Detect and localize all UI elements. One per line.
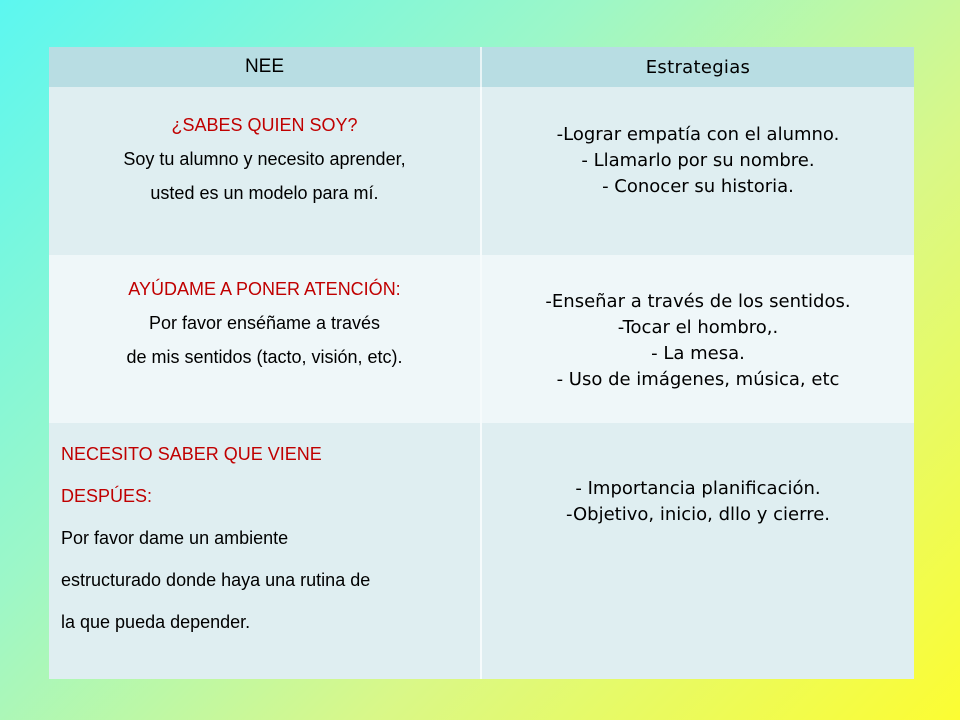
table-row — [49, 255, 914, 423]
strategy-line: - Llamarlo por su nombre. — [581, 150, 815, 171]
nee-line: Por favor dame un ambiente — [61, 528, 289, 548]
table-row — [49, 423, 914, 679]
nee-line: Por favor enséñame a través — [148, 313, 381, 333]
nee-line: la que pueda depender. — [61, 612, 251, 632]
nee-line: usted es un modelo para mí. — [150, 183, 379, 203]
table-row — [49, 87, 914, 255]
strategy-line: -Objetivo, inicio, dllo y cierre. — [566, 504, 830, 525]
strategy-line: -Lograr empatía con el alumno. — [556, 124, 840, 145]
strategy-line: - Importancia planificación. — [575, 478, 821, 499]
strategy-cell — [481, 255, 914, 423]
nee-title: ¿SABES QUIEN SOY? — [171, 115, 358, 135]
strategy-line: -Enseñar a través de los sentidos. — [545, 291, 851, 312]
strategy-line: - La mesa. — [651, 343, 745, 364]
nee-line: Soy tu alumno y necesito aprender, — [123, 149, 406, 169]
strategies-table — [49, 47, 914, 679]
nee-cell — [49, 87, 481, 255]
strategy-cell — [481, 423, 914, 679]
strategy-line: - Uso de imágenes, música, etc — [556, 369, 840, 390]
header-estrategias: Estrategias — [481, 47, 914, 87]
nee-line: de mis sentidos (tacto, visión, etc). — [126, 347, 403, 367]
header-nee: NEE — [49, 47, 481, 87]
nee-title: DESPÚES: — [61, 486, 153, 506]
strategy-line: - Conocer su historia. — [602, 176, 794, 197]
nee-cell — [49, 255, 481, 423]
strategy-line: -Tocar el hombro,. — [617, 317, 779, 338]
table-header-row — [49, 47, 914, 87]
nee-title: NECESITO SABER QUE VIENE — [61, 444, 322, 464]
nee-cell — [49, 423, 481, 679]
nee-line: estructurado donde haya una rutina de — [61, 570, 371, 590]
strategy-cell — [481, 87, 914, 255]
nee-title: AYÚDAME A PONER ATENCIÓN: — [128, 279, 401, 299]
